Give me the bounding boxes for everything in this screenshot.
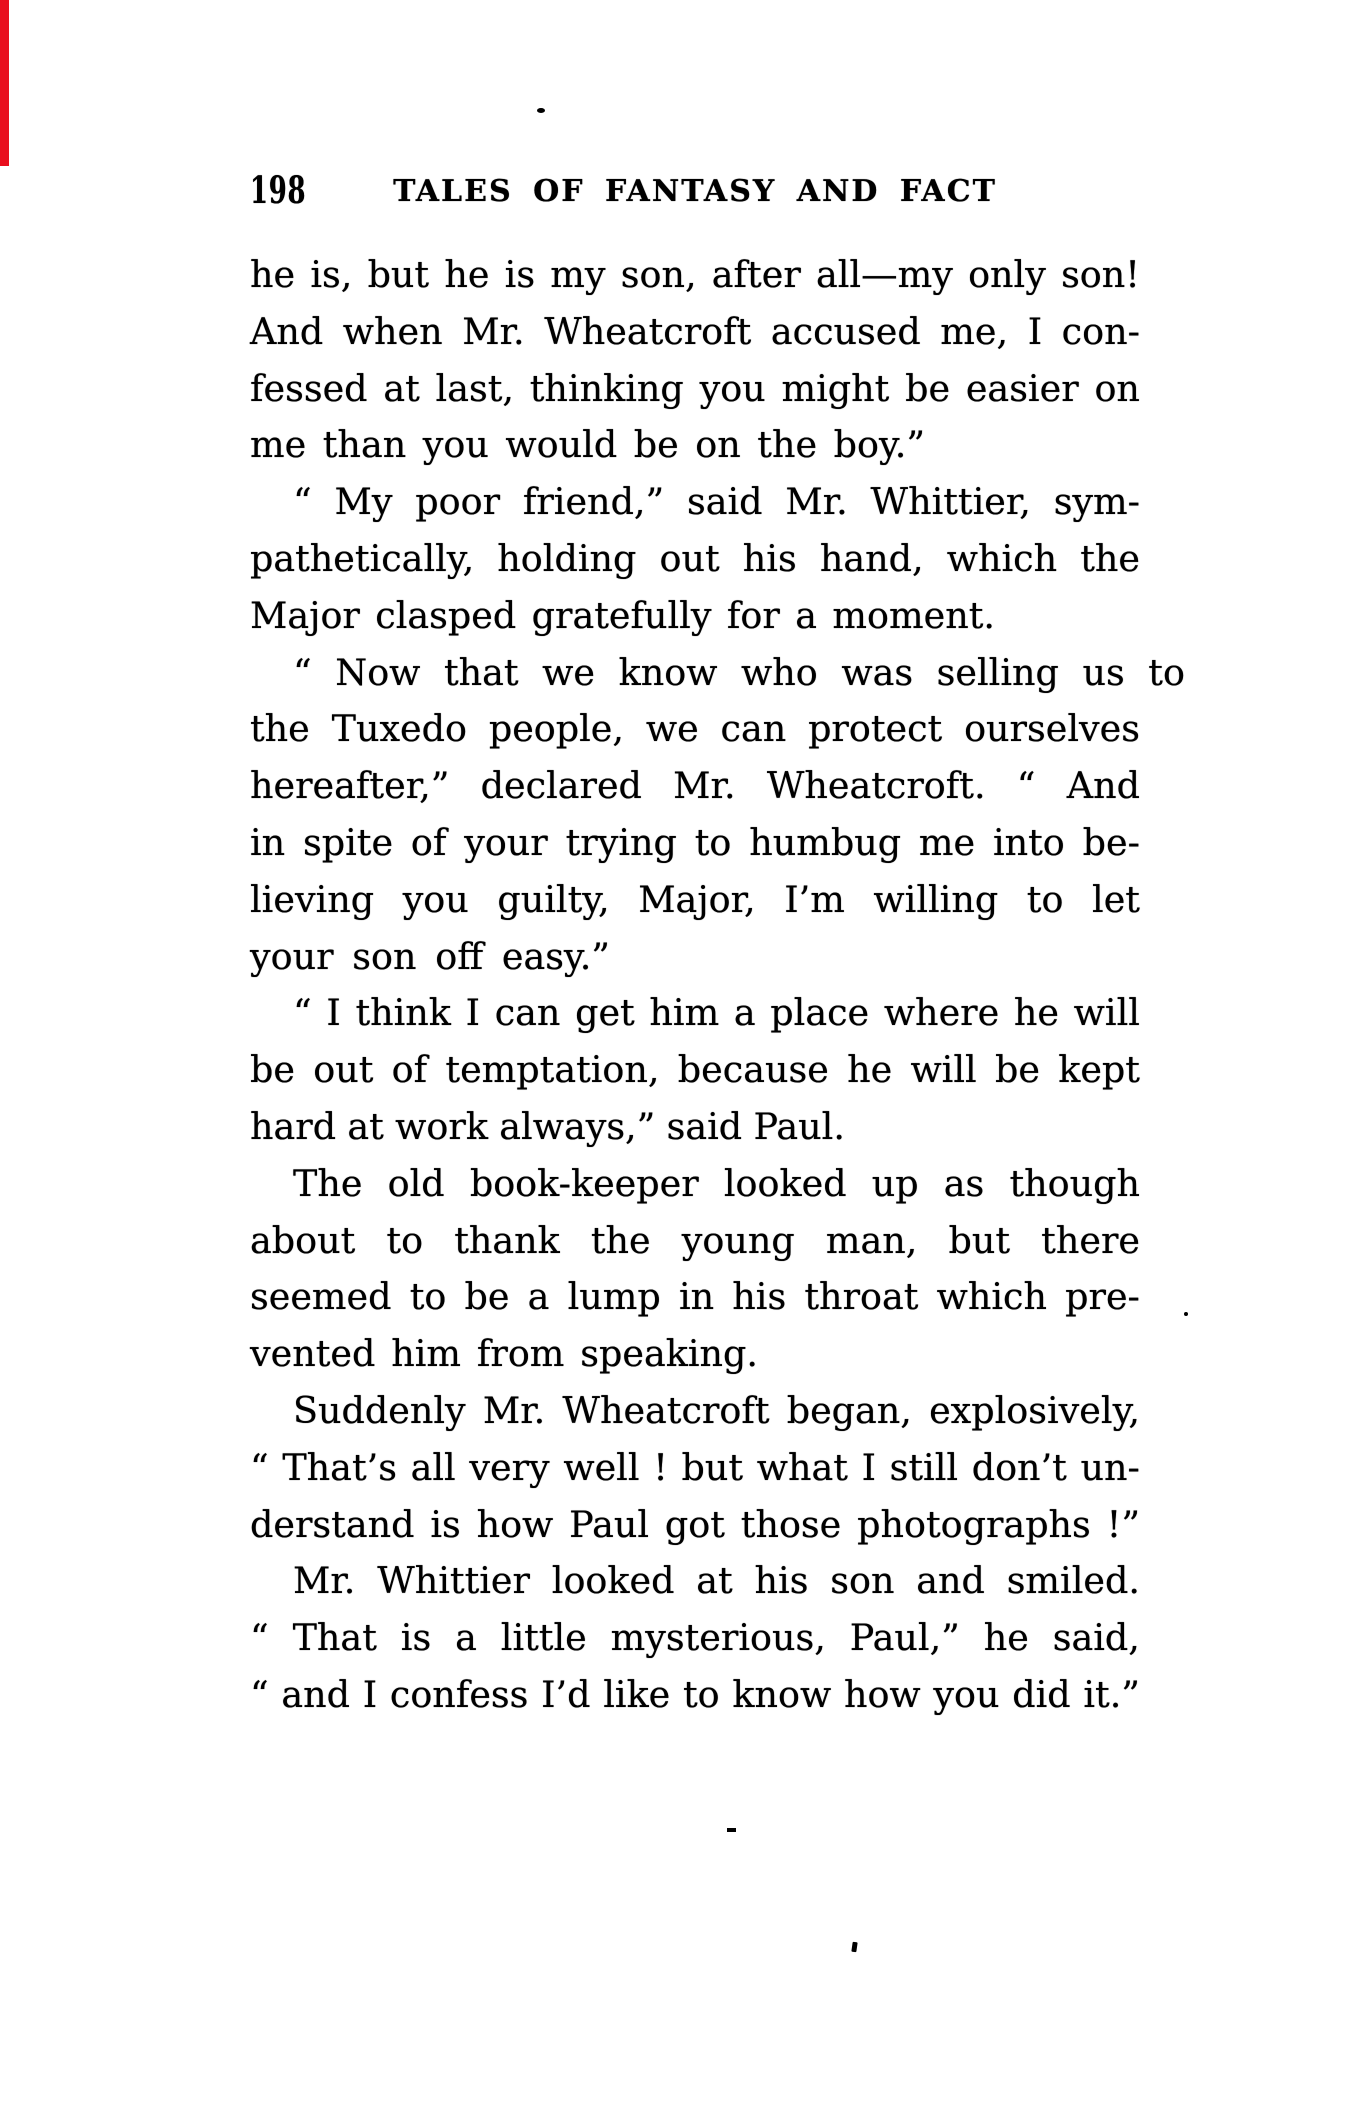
text-line: Suddenly Mr. Wheatcroft began, explosively,: [293, 1388, 1140, 1432]
page-header: [250, 160, 1140, 220]
text-line: “ Now that we know who was selling us to: [293, 650, 1185, 694]
text-line: The old book-keeper looked up as though: [293, 1161, 1140, 1205]
text-line: And when Mr. Wheatcroft accused me, I con-: [250, 309, 1140, 353]
ink-speck-right-margin: [1184, 1312, 1188, 1316]
text-line: seemed to be a lump in his throat which pre-: [250, 1275, 1140, 1319]
running-title: TALES OF FANTASY AND FACT: [393, 174, 997, 209]
text-line: “ That is a little mysterious, Paul,” he said,: [250, 1616, 1140, 1660]
text-line: fessed at last, thinking you might be easier on: [250, 366, 1140, 410]
text-line: about to thank the young man, but there: [250, 1218, 1140, 1262]
text-line: Major clasped gratefully for a moment.: [250, 593, 995, 637]
text-line: “ That’s all very well ! but what I still don’t un-: [250, 1445, 1140, 1489]
text-line: hard at work always,” said Paul.: [250, 1104, 845, 1148]
text-line: “ I think I can get him a place where he will: [293, 991, 1140, 1035]
page-number: 198: [250, 168, 307, 212]
text-line: lieving you guilty, Major, I’m willing to let: [250, 877, 1140, 921]
text-line: derstand is how Paul got those photographs !”: [250, 1502, 1140, 1546]
ink-speck-top: [537, 108, 545, 113]
scan-edge-mark: [0, 0, 9, 166]
text-line: the Tuxedo people, we can protect ourselves: [250, 707, 1140, 751]
text-line: hereafter,” declared Mr. Wheatcroft. “ And: [250, 764, 1140, 808]
text-line: pathetically, holding out his hand, which the: [250, 536, 1140, 580]
text-line: “ and I confess I’d like to know how you did it.”: [250, 1672, 1140, 1716]
text-line: “ My poor friend,” said Mr. Whittier, sym-: [293, 480, 1140, 524]
text-line: me than you would be on the boy.”: [250, 423, 925, 467]
body-text: [250, 247, 1185, 1724]
text-line: in spite of your trying to humbug me into be-: [250, 820, 1140, 864]
text-line: Mr. Whittier looked at his son and smiled.: [293, 1559, 1140, 1603]
text-line: he is, but he is my son, after all—my only son!: [250, 253, 1140, 296]
ink-dash-bottom: [727, 1828, 736, 1832]
text-line: your son off easy.”: [250, 934, 610, 978]
ink-tick-bottom: [851, 1942, 857, 1953]
text-line: be out of temptation, because he will be kept: [250, 1048, 1140, 1092]
text-line: vented him from speaking.: [250, 1332, 758, 1376]
